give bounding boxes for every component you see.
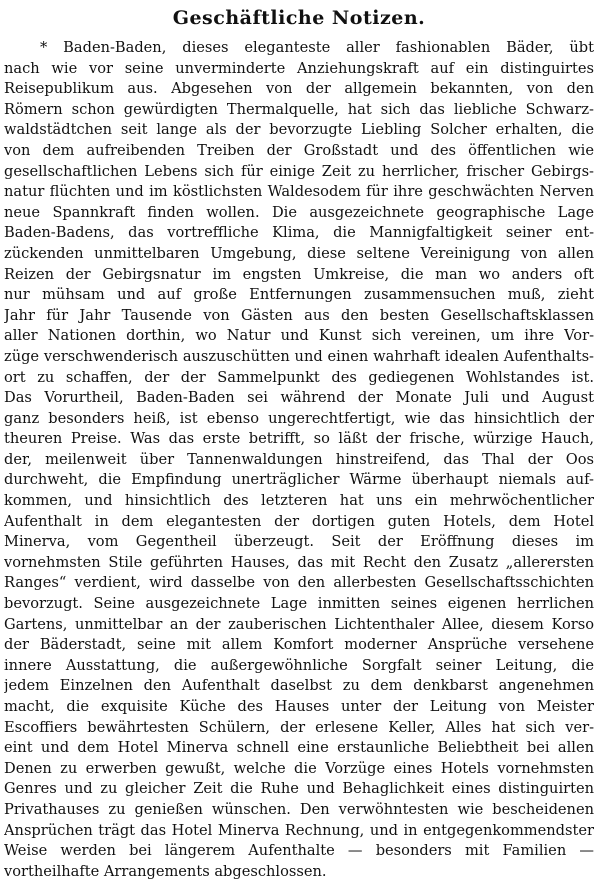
text-line: Weise werden bei längerem Aufenthalte — besonders mit Familien — [4, 842, 594, 860]
text-line: Reisepublikum aus. Abgesehen von der allgemein bekannten, von den [4, 80, 594, 98]
text-line: Escoffiers bewährtesten Schülern, der erlesene Keller, Alles hat sich ver- [4, 718, 594, 736]
article-body [4, 38, 594, 882]
text-line: nach wie vor seine unverminderte Anziehungskraft auf ein distinguirtes [4, 59, 594, 77]
text-line: bevorzugt. Seine ausgezeichnete Lage inmitten seines eigenen herrlichen [4, 595, 594, 613]
text-line: neue Spannkraft finden wollen. Die ausgezeichnete geographische Lage [4, 203, 594, 221]
text-line: der, meilenweit über Tannenwaldungen hinstreifend, das Thal der Oos [4, 450, 594, 468]
text-line: zückenden unmittelbaren Umgebung, diese seltene Vereinigung von allen [4, 244, 594, 262]
text-line: gesellschaftlichen Lebens sich für einige Zeit zu herrlicher, frischer Gebirgs- [4, 162, 594, 180]
text-line: Ranges“ verdient, wird dasselbe von den allerbesten Gesellschaftsschichten [4, 574, 594, 592]
text-line: theuren Preise. Was das erste betrifft, so läßt der frische, würzige Hauch, [4, 430, 594, 448]
text-line: Das Vorurtheil, Baden-Baden sei während der Monate Juli und August [4, 389, 594, 407]
text-line: Baden-Badens, das vortreffliche Klima, die Mannigfaltigkeit seiner ent- [4, 224, 594, 242]
text-line: eint und dem Hotel Minerva schnell eine erstaunliche Beliebtheit bei allen [4, 739, 594, 757]
text-line: Aufenthalt in dem elegantesten der dortigen guten Hotels, dem Hotel [4, 512, 594, 530]
text-line: von dem aufreibenden Treiben der Großstadt und des öffentlichen wie [4, 141, 594, 159]
text-line: Jahr für Jahr Tausende von Gästen aus den besten Gesellschaftsklassen [4, 306, 594, 324]
text-line: vornehmsten Stile geführten Hauses, das mit Recht den Zusatz „allerersten [4, 553, 594, 571]
text-line: Reizen der Gebirgsnatur im engsten Umkreise, die man wo anders oft [4, 265, 594, 283]
text-line: durchweht, die Empfindung unerträglicher Wärme überhaupt niemals auf- [4, 471, 594, 489]
text-line: Minerva, vom Gegentheil überzeugt. Seit der Eröffnung dieses im [4, 533, 594, 551]
text-line: Römern schon gewürdigten Thermalquelle, hat sich das liebliche Schwarz- [4, 100, 594, 118]
text-line: Gartens, unmittelbar an der zauberischen Lichtenthaler Allee, diesem Korso [4, 615, 594, 633]
text-line: Denen zu erwerben gewußt, welche die Vorzüge eines Hotels vornehmsten [4, 759, 594, 777]
text-line: jedem Einzelnen den Aufenthalt daselbst zu dem denkbarst angenehmen [4, 677, 594, 695]
text-line: Genres und zu gleicher Zeit die Ruhe und Behaglichkeit eines distinguirten [4, 780, 594, 798]
text-line: ort zu schaffen, der der Sammelpunkt des gediegenen Wohlstandes ist. [4, 368, 594, 386]
text-line: vortheilhafte Arrangements abgeschlossen. [4, 862, 327, 880]
text-line: züge verschwenderisch auszuschütten und einen wahrhaft idealen Aufenthalts- [4, 347, 594, 365]
text-line: ganz besonders heiß, ist ebenso ungerechtfertigt, wie das hinsichtlich der [4, 409, 594, 427]
text-line: kommen, und hinsichtlich des letzteren hat uns ein mehrwöchentlicher [4, 492, 594, 510]
article-title: Geschäftliche Notizen. [172, 7, 426, 29]
text-line: nur mühsam und auf große Entfernungen zusammensuchen muß, zieht [4, 286, 594, 304]
text-line: Privathauses zu genießen wünschen. Den verwöhntesten wie bescheidenen [4, 800, 594, 818]
text-line: Ansprüchen trägt das Hotel Minerva Rechnung, und in entgegenkommendster [4, 821, 594, 839]
text-line: natur flüchten und im köstlichsten Waldesodem für ihre geschwächten Nerven [4, 183, 594, 201]
text-line: * Baden-Baden, dieses eleganteste aller fashionablen Bäder, übt [40, 39, 594, 56]
text-line: waldstädtchen seit lange als der bevorzugte Liebling Solcher erhalten, die [4, 121, 594, 139]
text-line: der Bäderstadt, seine mit allem Komfort moderner Ansprüche versehene [4, 636, 594, 654]
text-line: macht, die exquisite Küche des Hauses unter der Leitung von Meister [4, 698, 594, 715]
text-line: aller Nationen dorthin, wo Natur und Kunst sich vereinen, um ihre Vor- [4, 327, 594, 345]
text-line: innere Ausstattung, die außergewöhnliche Sorgfalt seiner Leitung, die [4, 656, 594, 674]
